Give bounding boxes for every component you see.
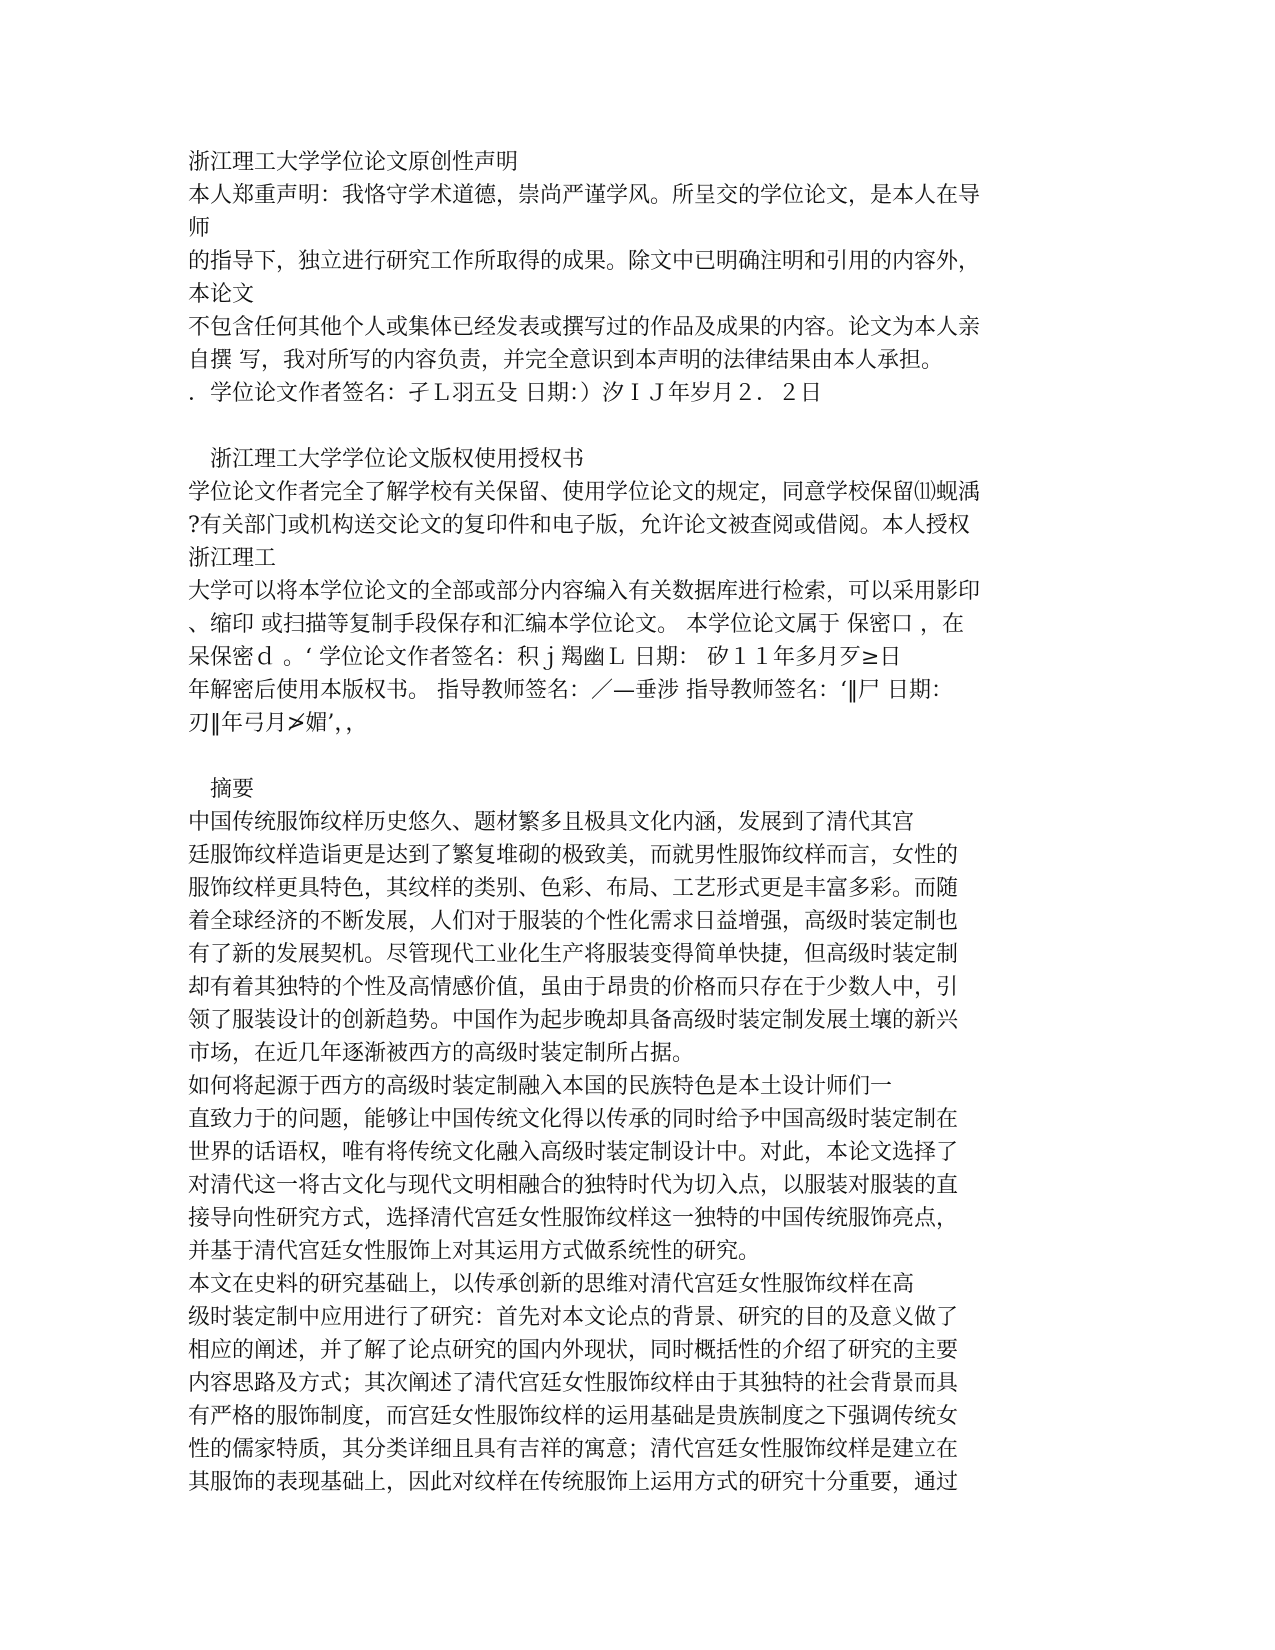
abstract-line: 有了新的发展契机。尽管现代工业化生产将服装变得简单快捷，但高级时装定制	[188, 942, 959, 967]
declaration-line: 自撰 写，我对所写的内容负责，并完全意识到本声明的法律结果由本人承担。	[188, 348, 943, 373]
abstract-title: 摘要	[210, 777, 255, 802]
abstract-line: 领了服装设计的创新趋势。中国作为起步晚却具备高级时装定制发展土壤的新兴	[188, 1008, 959, 1033]
abstract-line: 中国传统服饰纹样历史悠久、题材繁多且极具文化内涵，发展到了清代其宫	[188, 810, 915, 835]
abstract-line: 性的儒家特质，其分类详细且具有吉祥的寓意；清代宫廷女性服饰纹样是建立在	[188, 1437, 959, 1462]
abstract-line: 本文在史料的研究基础上，以传承创新的思维对清代宫廷女性服饰纹样在高	[188, 1272, 915, 1297]
section-spacer	[188, 740, 1083, 773]
abstract-line: 其服饰的表现基础上，因此对纹样在传统服饰上运用方式的研究十分重要，通过	[188, 1470, 959, 1495]
authorization-line: 大学可以将本学位论文的全部或部分内容编入有关数据库进行检索，可以采用影印	[188, 579, 981, 604]
authorization-title: 浙江理工大学学位论文版权使用授权书	[210, 447, 585, 472]
declaration-line: 不包含任何其他个人或集体已经发表或撰写过的作品及成果的内容。论文为本人亲	[188, 315, 981, 340]
authorization-line: 、缩印 或扫描等复制手段保存和汇编本学位论文。 本学位论文属于 保密口 ，在	[188, 612, 964, 637]
abstract-line: 市场，在近几年逐渐被西方的高级时装定制所占据。	[188, 1041, 695, 1066]
copyright-authorization	[188, 443, 1083, 740]
declaration-line: 本人郑重声明：我恪守学术道德，崇尚严谨学风。所呈交的学位论文，是本人在导	[188, 183, 981, 208]
document-page	[188, 146, 1083, 1499]
signature-date-line: 刃‖年弓月≯媚’，，	[188, 711, 368, 736]
declaration-line: 师	[188, 216, 211, 241]
author-signature-line: 呆保密ｄ 。‘ 学位论文作者签名：积ｊ羯幽Ｌ 日期： 矽１１年多月歹≥日	[188, 645, 902, 670]
abstract-line: 级时装定制中应用进行了研究：首先对本文论点的背景、研究的目的及意义做了	[188, 1305, 959, 1330]
abstract-line: 对清代这一将古文化与现代文明相融合的独特时代为切入点，以服装对服装的直	[188, 1173, 959, 1198]
authorization-line: 学位论文作者完全了解学校有关保留、使用学位论文的规定，同意学校保留⑾蚬渪	[188, 480, 981, 505]
section-spacer	[188, 410, 1083, 443]
abstract-section	[188, 773, 1083, 1499]
authorization-line: 浙江理工	[188, 546, 277, 571]
abstract-line: 相应的阐述，并了解了论点研究的国内外现状，同时概括性的介绍了研究的主要	[188, 1338, 959, 1363]
abstract-line: 服饰纹样更具特色，其纹样的类别、色彩、布局、工艺形式更是丰富多彩。而随	[188, 876, 959, 901]
abstract-line: 世界的话语权，唯有将传统文化融入高级时装定制设计中。对此，本论文选择了	[188, 1140, 959, 1165]
author-signature-line: ．学位论文作者签名：孑Ｌ羽五殳 日期：）汐ＩＪ年岁月２．２日	[188, 381, 822, 406]
supervisor-signature-line: 年解密后使用本版权书。 指导教师签名：／—垂涉 指导教师签名：‘‖尸 日期：	[188, 678, 953, 703]
declaration-title: 浙江理工大学学位论文原创性声明	[188, 150, 519, 175]
abstract-line: 却有着其独特的个性及高情感价值，虽由于昂贵的价格而只存在于少数人中，引	[188, 975, 959, 1000]
abstract-line: 直致力于的问题，能够让中国传统文化得以传承的同时给予中国高级时装定制在	[188, 1107, 959, 1132]
abstract-line: 有严格的服饰制度，而宫廷女性服饰纹样的运用基础是贵族制度之下强调传统女	[188, 1404, 959, 1429]
authorization-line: ?有关部门或机构送交论文的复印件和电子版，允许论文被查阅或借阅。本人授权	[188, 513, 970, 538]
declaration-line: 的指导下，独立进行研究工作所取得的成果。除文中已明确注明和引用的内容外，	[188, 249, 981, 274]
abstract-line: 着全球经济的不断发展，人们对于服装的个性化需求日益增强，高级时装定制也	[188, 909, 959, 934]
abstract-line: 内容思路及方式；其次阐述了清代宫廷女性服饰纹样由于其独特的社会背景而具	[188, 1371, 959, 1396]
abstract-line: 廷服饰纹样造诣更是达到了繁复堆砌的极致美，而就男性服饰纹样而言，女性的	[188, 843, 959, 868]
declaration-line: 本论文	[188, 282, 255, 307]
abstract-line: 如何将起源于西方的高级时装定制融入本国的民族特色是本土设计师们一	[188, 1074, 893, 1099]
abstract-line: 并基于清代宫廷女性服饰上对其运用方式做系统性的研究。	[188, 1239, 761, 1264]
originality-declaration	[188, 146, 1083, 410]
abstract-line: 接导向性研究方式，选择清代宫廷女性服饰纹样这一独特的中国传统服饰亮点，	[188, 1206, 959, 1231]
